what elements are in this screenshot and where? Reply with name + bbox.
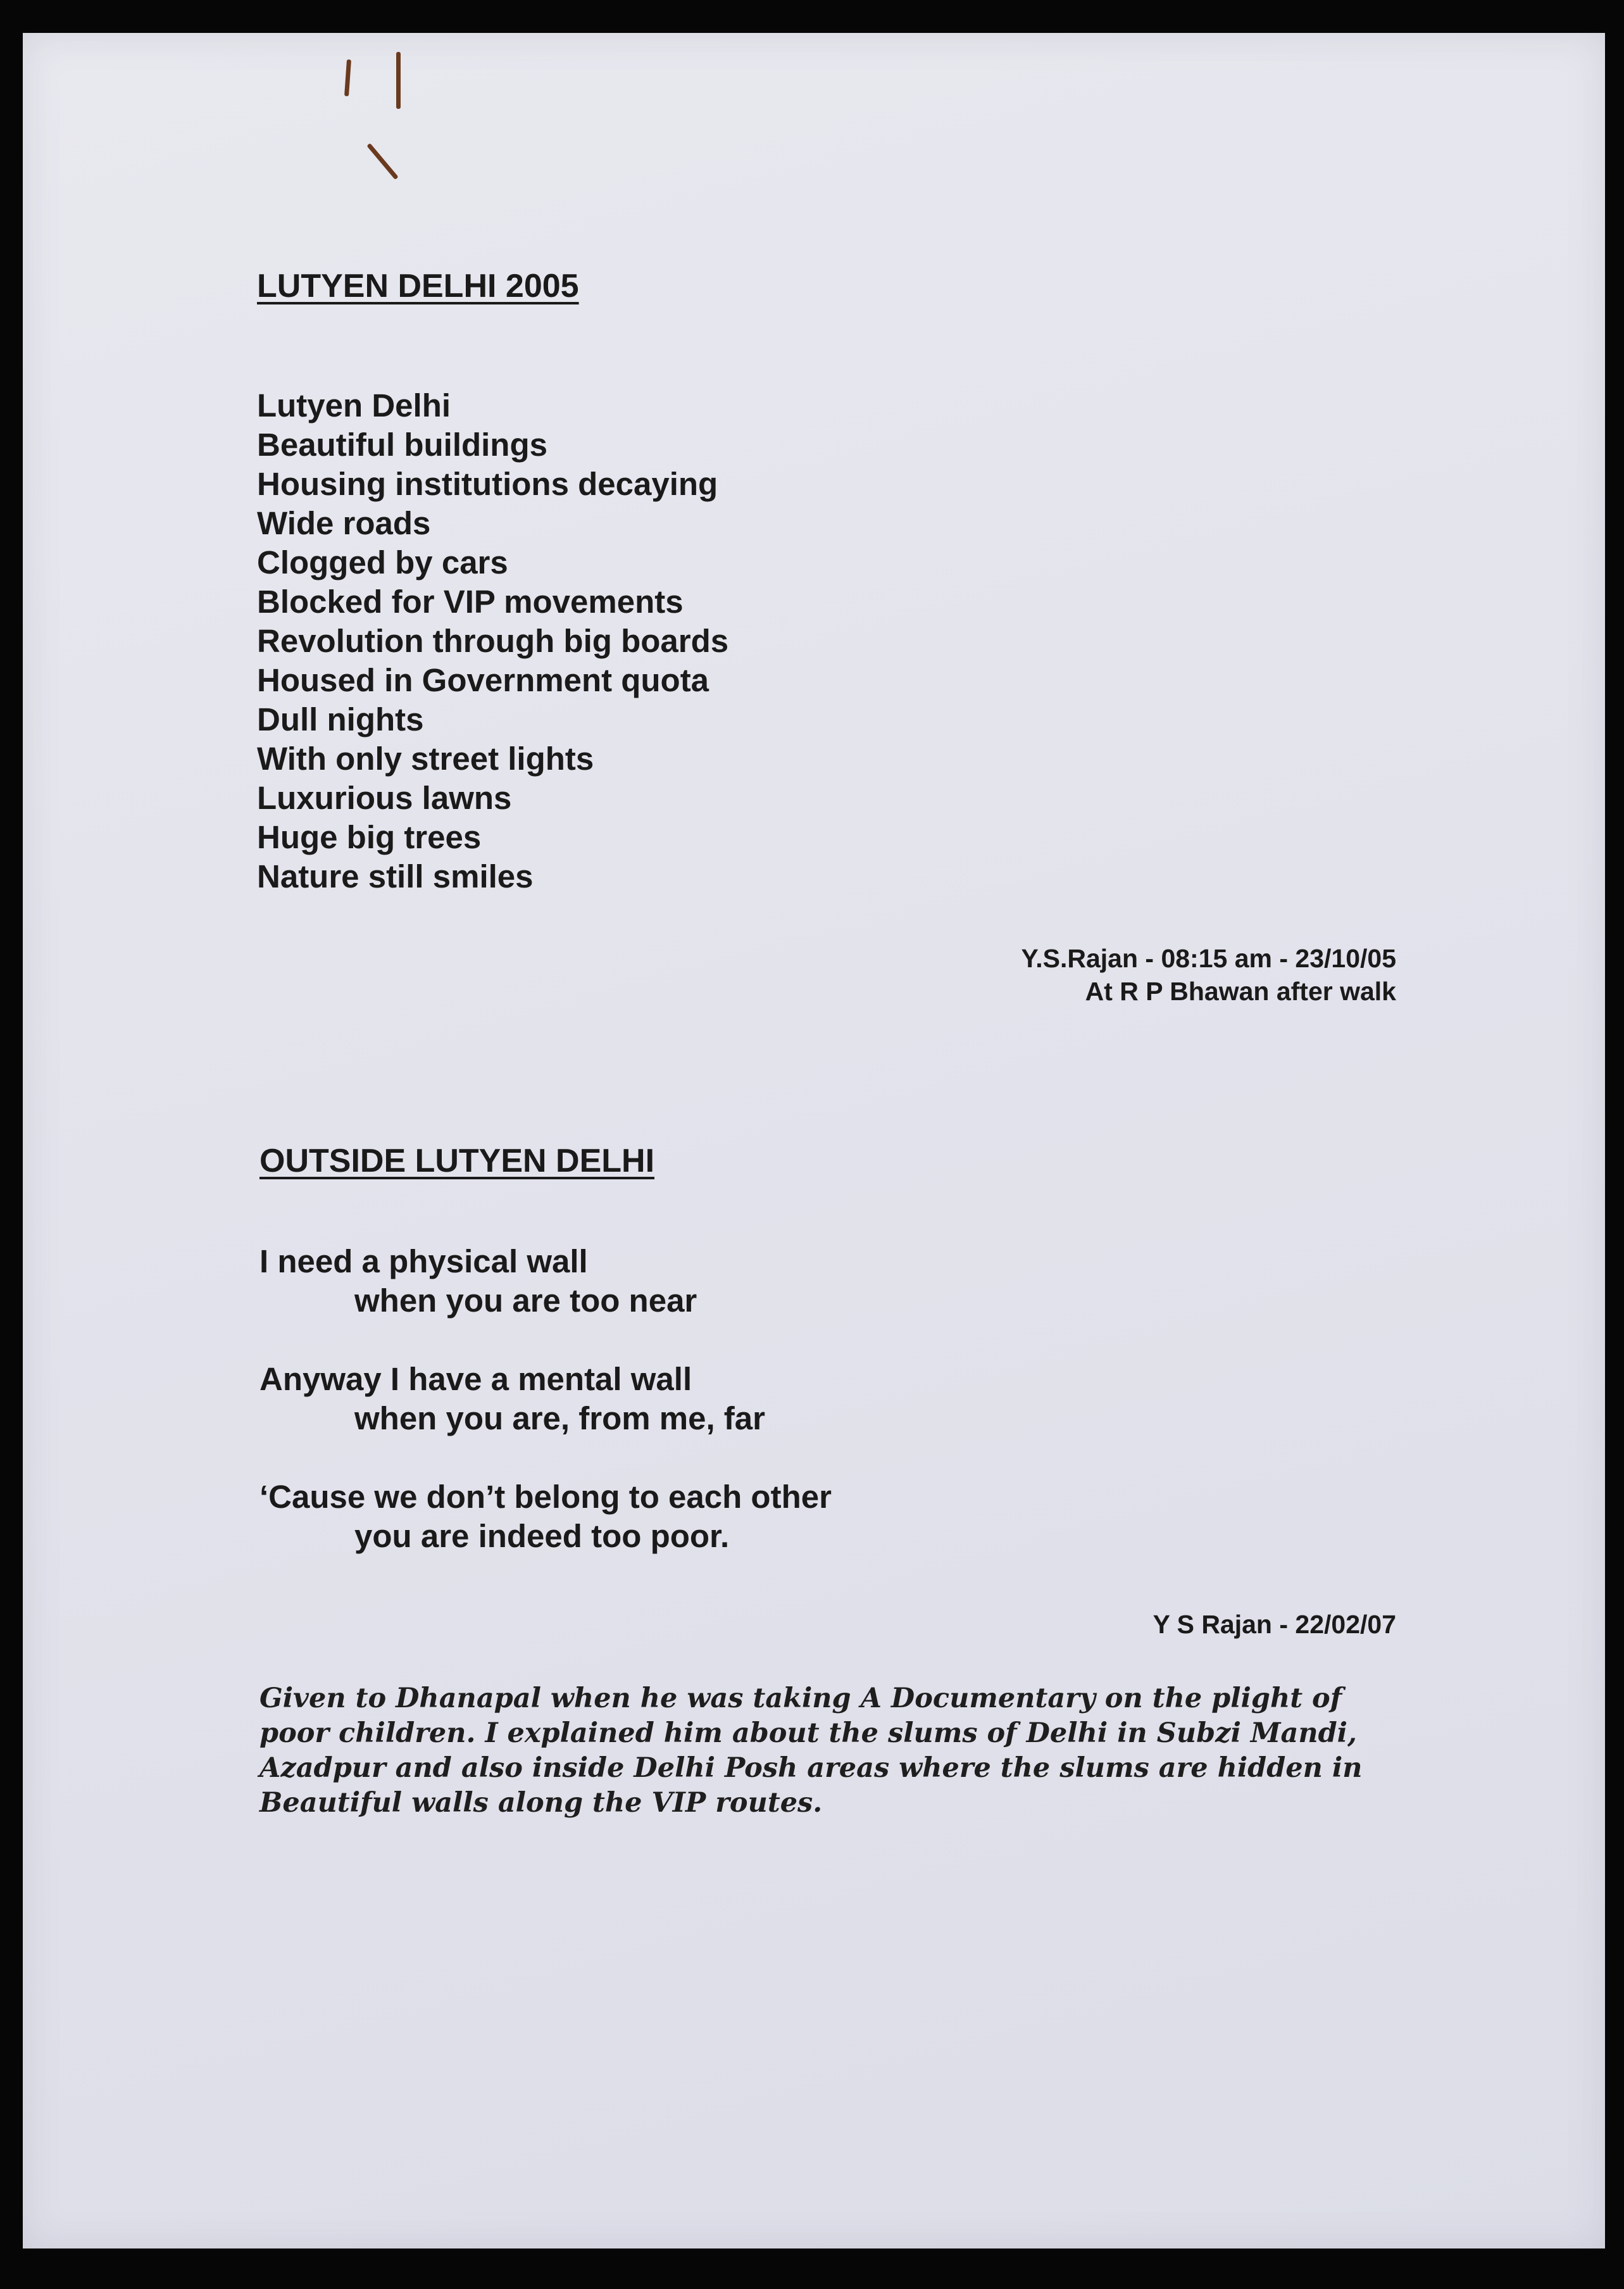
signature-line: Y.S.Rajan - 08:15 am - 23/10/05 bbox=[1021, 944, 1396, 973]
poem-line: Housing institutions decaying bbox=[257, 466, 718, 502]
note-line: poor children. I explained him about the slums of Delhi in Subzi Mandi, bbox=[259, 1717, 1357, 1749]
staple-mark bbox=[344, 60, 351, 96]
poem-line: Luxurious lawns bbox=[257, 780, 512, 816]
stanza-line-indented: when you are too near bbox=[354, 1282, 697, 1319]
stanza-line-indented: when you are, from me, far bbox=[354, 1400, 766, 1436]
dedication-note bbox=[259, 1681, 1449, 1821]
signature-line: At R P Bhawan after walk bbox=[1085, 977, 1396, 1006]
stanza-line: I need a physical wall bbox=[259, 1243, 588, 1279]
poem-line: Revolution through big boards bbox=[257, 623, 729, 659]
poem1-lines bbox=[257, 386, 728, 896]
poem1-title: LUTYEN DELHI 2005 bbox=[257, 268, 579, 304]
note-line: Beautiful walls along the VIP routes. bbox=[259, 1787, 823, 1819]
poem-line: With only street lights bbox=[257, 741, 594, 777]
poem-line: Huge big trees bbox=[257, 819, 482, 855]
poem-line: Beautiful buildings bbox=[257, 427, 547, 463]
poem2-title: OUTSIDE LUTYEN DELHI bbox=[259, 1143, 655, 1179]
stanza-line-indented: you are indeed too poor. bbox=[354, 1518, 730, 1554]
paper-sheet bbox=[23, 33, 1605, 2248]
poem2-stanza bbox=[259, 1360, 765, 1438]
staple-mark bbox=[366, 143, 398, 180]
poem-line: Lutyen Delhi bbox=[257, 387, 451, 423]
poem-line: Housed in Government quota bbox=[257, 662, 709, 698]
poem-line: Wide roads bbox=[257, 505, 431, 541]
poem-line: Nature still smiles bbox=[257, 858, 534, 894]
poem2-stanza bbox=[259, 1477, 832, 1556]
poem-line: Clogged by cars bbox=[257, 544, 508, 580]
note-line: Given to Dhanapal when he was taking A Documentary on the plight of bbox=[259, 1683, 1342, 1714]
poem2-signature: Y S Rajan - 22/02/07 bbox=[1152, 1610, 1396, 1639]
poem-line: Dull nights bbox=[257, 701, 424, 737]
poem2-stanza bbox=[259, 1242, 697, 1320]
poem1-signature bbox=[1021, 942, 1396, 1008]
note-line: Azadpur and also inside Delhi Posh areas where the slums are hidden in bbox=[259, 1752, 1363, 1784]
poem-line: Blocked for VIP movements bbox=[257, 584, 684, 620]
stanza-line: Anyway I have a mental wall bbox=[259, 1361, 692, 1397]
stanza-line: ‘Cause we don’t belong to each other bbox=[259, 1479, 832, 1515]
staple-mark bbox=[396, 52, 401, 109]
